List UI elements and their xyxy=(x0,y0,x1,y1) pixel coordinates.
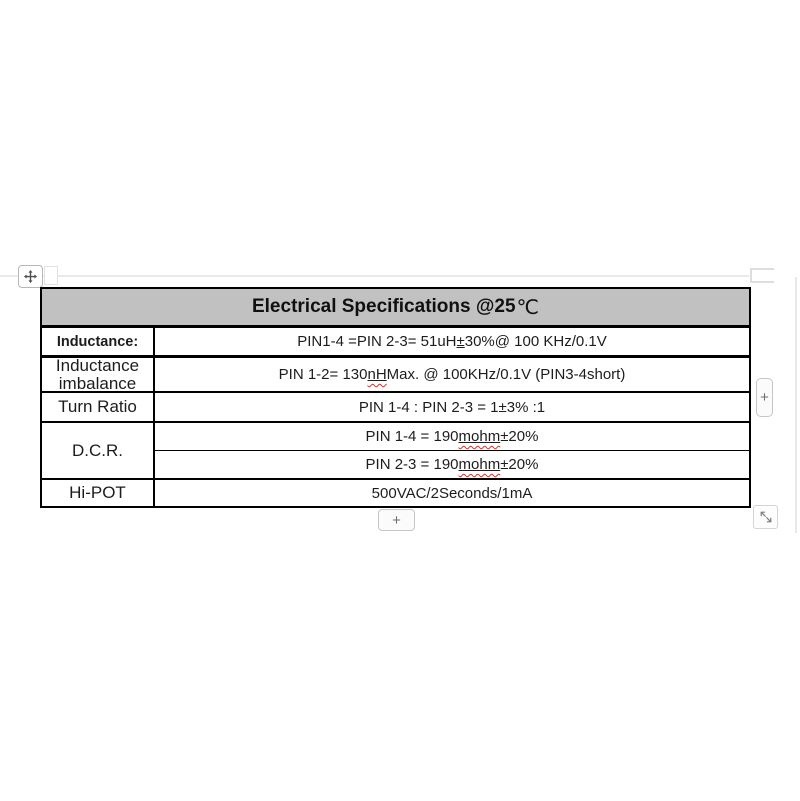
plus-icon: + xyxy=(392,511,401,529)
table-title-row xyxy=(42,289,749,328)
row-label-turn-ratio: Turn Ratio xyxy=(42,393,155,421)
row-value-dcr-pin23 xyxy=(155,451,749,478)
value-text: ±20% xyxy=(500,456,539,473)
value-text: ±20% xyxy=(500,428,539,445)
table-resize-handle[interactable] xyxy=(753,505,778,529)
page-edge-line xyxy=(795,277,797,533)
degree-celsius-symbol: ℃ xyxy=(516,296,539,319)
spellcheck-flagged-word: nH xyxy=(367,366,387,383)
ruler-notch xyxy=(44,266,58,285)
value-text: 30%@ 100 KHz/0.1V xyxy=(464,333,607,350)
row-label-inductance: Inductance: xyxy=(42,328,155,355)
table-move-handle[interactable] xyxy=(18,265,43,288)
row-label-hipot: Hi-POT xyxy=(42,480,155,506)
row-value-inductance xyxy=(155,328,749,355)
margin-guide-line-horizontal xyxy=(0,275,749,277)
spellcheck-flagged-word: mohm xyxy=(458,456,501,473)
table-row-turn-ratio xyxy=(42,393,749,423)
value-text: PIN 2-3 = 190 xyxy=(365,456,459,473)
row-label-dcr: D.C.R. xyxy=(42,423,155,478)
row-value-hipot: 500VAC/2Seconds/1mA xyxy=(371,484,533,502)
dcr-value-stack xyxy=(155,423,749,478)
row-value-turn-ratio: PIN 1-4 : PIN 2-3 = 1±3% :1 xyxy=(358,398,546,416)
table-row-inductance-imbalance xyxy=(42,355,749,393)
electrical-spec-table xyxy=(40,287,751,508)
label-lines: Inductance imbalance xyxy=(55,355,140,393)
spellcheck-flagged-word: mohm xyxy=(458,428,501,445)
value-text: PIN 1-4 = 190 xyxy=(365,428,459,445)
table-title: Electrical Specifications @25 xyxy=(251,296,516,317)
table-row-hipot xyxy=(42,480,749,506)
value-text: PIN 1-2= 130 xyxy=(278,366,368,383)
add-column-button[interactable] xyxy=(756,378,773,417)
move-cross-icon xyxy=(23,269,38,284)
row-label-inductance-imbalance xyxy=(42,355,155,393)
value-text: PIN1-4 =PIN 2-3= 51uH xyxy=(297,333,457,350)
plus-icon: + xyxy=(760,389,769,406)
table-row-inductance xyxy=(42,328,749,358)
table-row-dcr xyxy=(42,423,749,480)
add-row-button[interactable] xyxy=(378,509,415,531)
row-value-dcr-pin14 xyxy=(155,423,749,451)
row-value-inductance-imbalance xyxy=(155,358,749,391)
value-text: Max. @ 100KHz/0.1V (PIN3-4short) xyxy=(386,366,626,383)
diagonal-resize-icon xyxy=(759,510,773,524)
underlined-plusminus: ± xyxy=(456,333,465,350)
margin-corner-mark xyxy=(750,268,774,283)
